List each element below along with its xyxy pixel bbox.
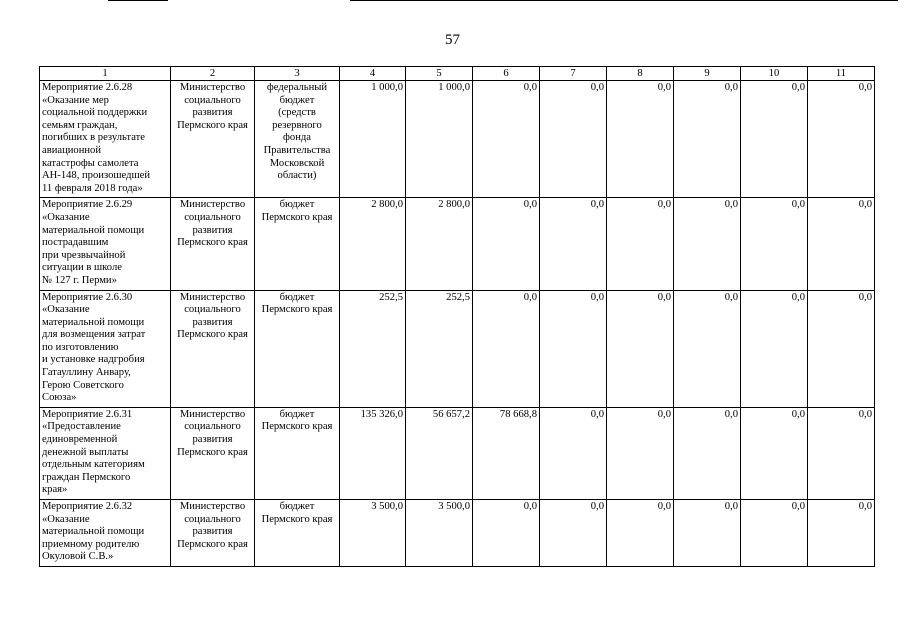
- value-cell: 0,0: [473, 290, 540, 407]
- value-cell: 0,0: [540, 290, 607, 407]
- table-row: [40, 290, 875, 407]
- measure-cell: Мероприятие 2.6.30 «Оказание материальной помощи для возмещения затрат по изготовлению и установке надгробия Гатауллину Анвару, Герою Советского Союза»: [40, 290, 171, 407]
- header-rule-right: [350, 0, 898, 1]
- column-header: 8: [607, 67, 674, 81]
- measure-cell: Мероприятие 2.6.31 «Предоставление единовременной денежной выплаты отдельным категориям граждан Пермского края»: [40, 407, 171, 499]
- table-row: [40, 500, 875, 567]
- value-cell: 0,0: [607, 198, 674, 290]
- measure-cell: Мероприятие 2.6.28 «Оказание мер социальной поддержки семьям граждан, погибших в результате авиационной катастрофы самолета АН-148, произошедшей 11 февраля 2018 года»: [40, 81, 171, 198]
- header-rule-left: [108, 0, 168, 1]
- value-cell: 3 500,0: [340, 500, 406, 567]
- value-cell: 2 800,0: [406, 198, 473, 290]
- value-cell: 3 500,0: [406, 500, 473, 567]
- column-header: 4: [340, 67, 406, 81]
- value-cell: 0,0: [674, 500, 741, 567]
- value-cell: 0,0: [540, 500, 607, 567]
- value-cell: 0,0: [540, 198, 607, 290]
- value-cell: 0,0: [808, 81, 875, 198]
- value-cell: 0,0: [540, 81, 607, 198]
- value-cell: 0,0: [741, 500, 808, 567]
- executor-cell: Министерство социального развития Пермского края: [171, 407, 255, 499]
- value-cell: 0,0: [607, 500, 674, 567]
- value-cell: 0,0: [674, 290, 741, 407]
- value-cell: 0,0: [808, 290, 875, 407]
- funding-source-cell: бюджет Пермского края: [255, 407, 340, 499]
- value-cell: 1 000,0: [406, 81, 473, 198]
- column-header: 10: [741, 67, 808, 81]
- page-number: 57: [445, 32, 460, 48]
- value-cell: 0,0: [741, 198, 808, 290]
- value-cell: 0,0: [808, 198, 875, 290]
- executor-cell: Министерство социального развития Пермского края: [171, 500, 255, 567]
- column-number-row: [40, 67, 875, 81]
- table-row: [40, 81, 875, 198]
- executor-cell: Министерство социального развития Пермского края: [171, 198, 255, 290]
- value-cell: 252,5: [406, 290, 473, 407]
- value-cell: 0,0: [808, 500, 875, 567]
- value-cell: 0,0: [607, 81, 674, 198]
- table-row: [40, 407, 875, 499]
- value-cell: 252,5: [340, 290, 406, 407]
- funding-source-cell: бюджет Пермского края: [255, 500, 340, 567]
- executor-cell: Министерство социального развития Пермского края: [171, 81, 255, 198]
- value-cell: 135 326,0: [340, 407, 406, 499]
- column-header: 6: [473, 67, 540, 81]
- funding-source-cell: бюджет Пермского края: [255, 198, 340, 290]
- funding-source-cell: бюджет Пермского края: [255, 290, 340, 407]
- column-header: 9: [674, 67, 741, 81]
- value-cell: 0,0: [741, 290, 808, 407]
- column-header: 3: [255, 67, 340, 81]
- measure-cell: Мероприятие 2.6.29 «Оказание материальной помощи пострадавшим при чрезвычайной ситуации в школе № 127 г. Перми»: [40, 198, 171, 290]
- value-cell: 0,0: [473, 500, 540, 567]
- budget-table: [39, 66, 875, 567]
- value-cell: 0,0: [607, 407, 674, 499]
- column-header: 2: [171, 67, 255, 81]
- value-cell: 2 800,0: [340, 198, 406, 290]
- value-cell: 0,0: [674, 407, 741, 499]
- measure-cell: Мероприятие 2.6.32 «Оказание материальной помощи приемному родителю Окуловой С.В.»: [40, 500, 171, 567]
- value-cell: 0,0: [808, 407, 875, 499]
- value-cell: 0,0: [607, 290, 674, 407]
- value-cell: 78 668,8: [473, 407, 540, 499]
- column-header: 5: [406, 67, 473, 81]
- value-cell: 56 657,2: [406, 407, 473, 499]
- value-cell: 0,0: [473, 81, 540, 198]
- column-header: 1: [40, 67, 171, 81]
- value-cell: 0,0: [674, 81, 741, 198]
- value-cell: 1 000,0: [340, 81, 406, 198]
- value-cell: 0,0: [540, 407, 607, 499]
- value-cell: 0,0: [741, 407, 808, 499]
- value-cell: 0,0: [741, 81, 808, 198]
- column-header: 7: [540, 67, 607, 81]
- value-cell: 0,0: [674, 198, 741, 290]
- table-row: [40, 198, 875, 290]
- column-header: 11: [808, 67, 875, 81]
- executor-cell: Министерство социального развития Пермского края: [171, 290, 255, 407]
- value-cell: 0,0: [473, 198, 540, 290]
- funding-source-cell: федеральный бюджет (средств резервного фонда Правительства Московской области): [255, 81, 340, 198]
